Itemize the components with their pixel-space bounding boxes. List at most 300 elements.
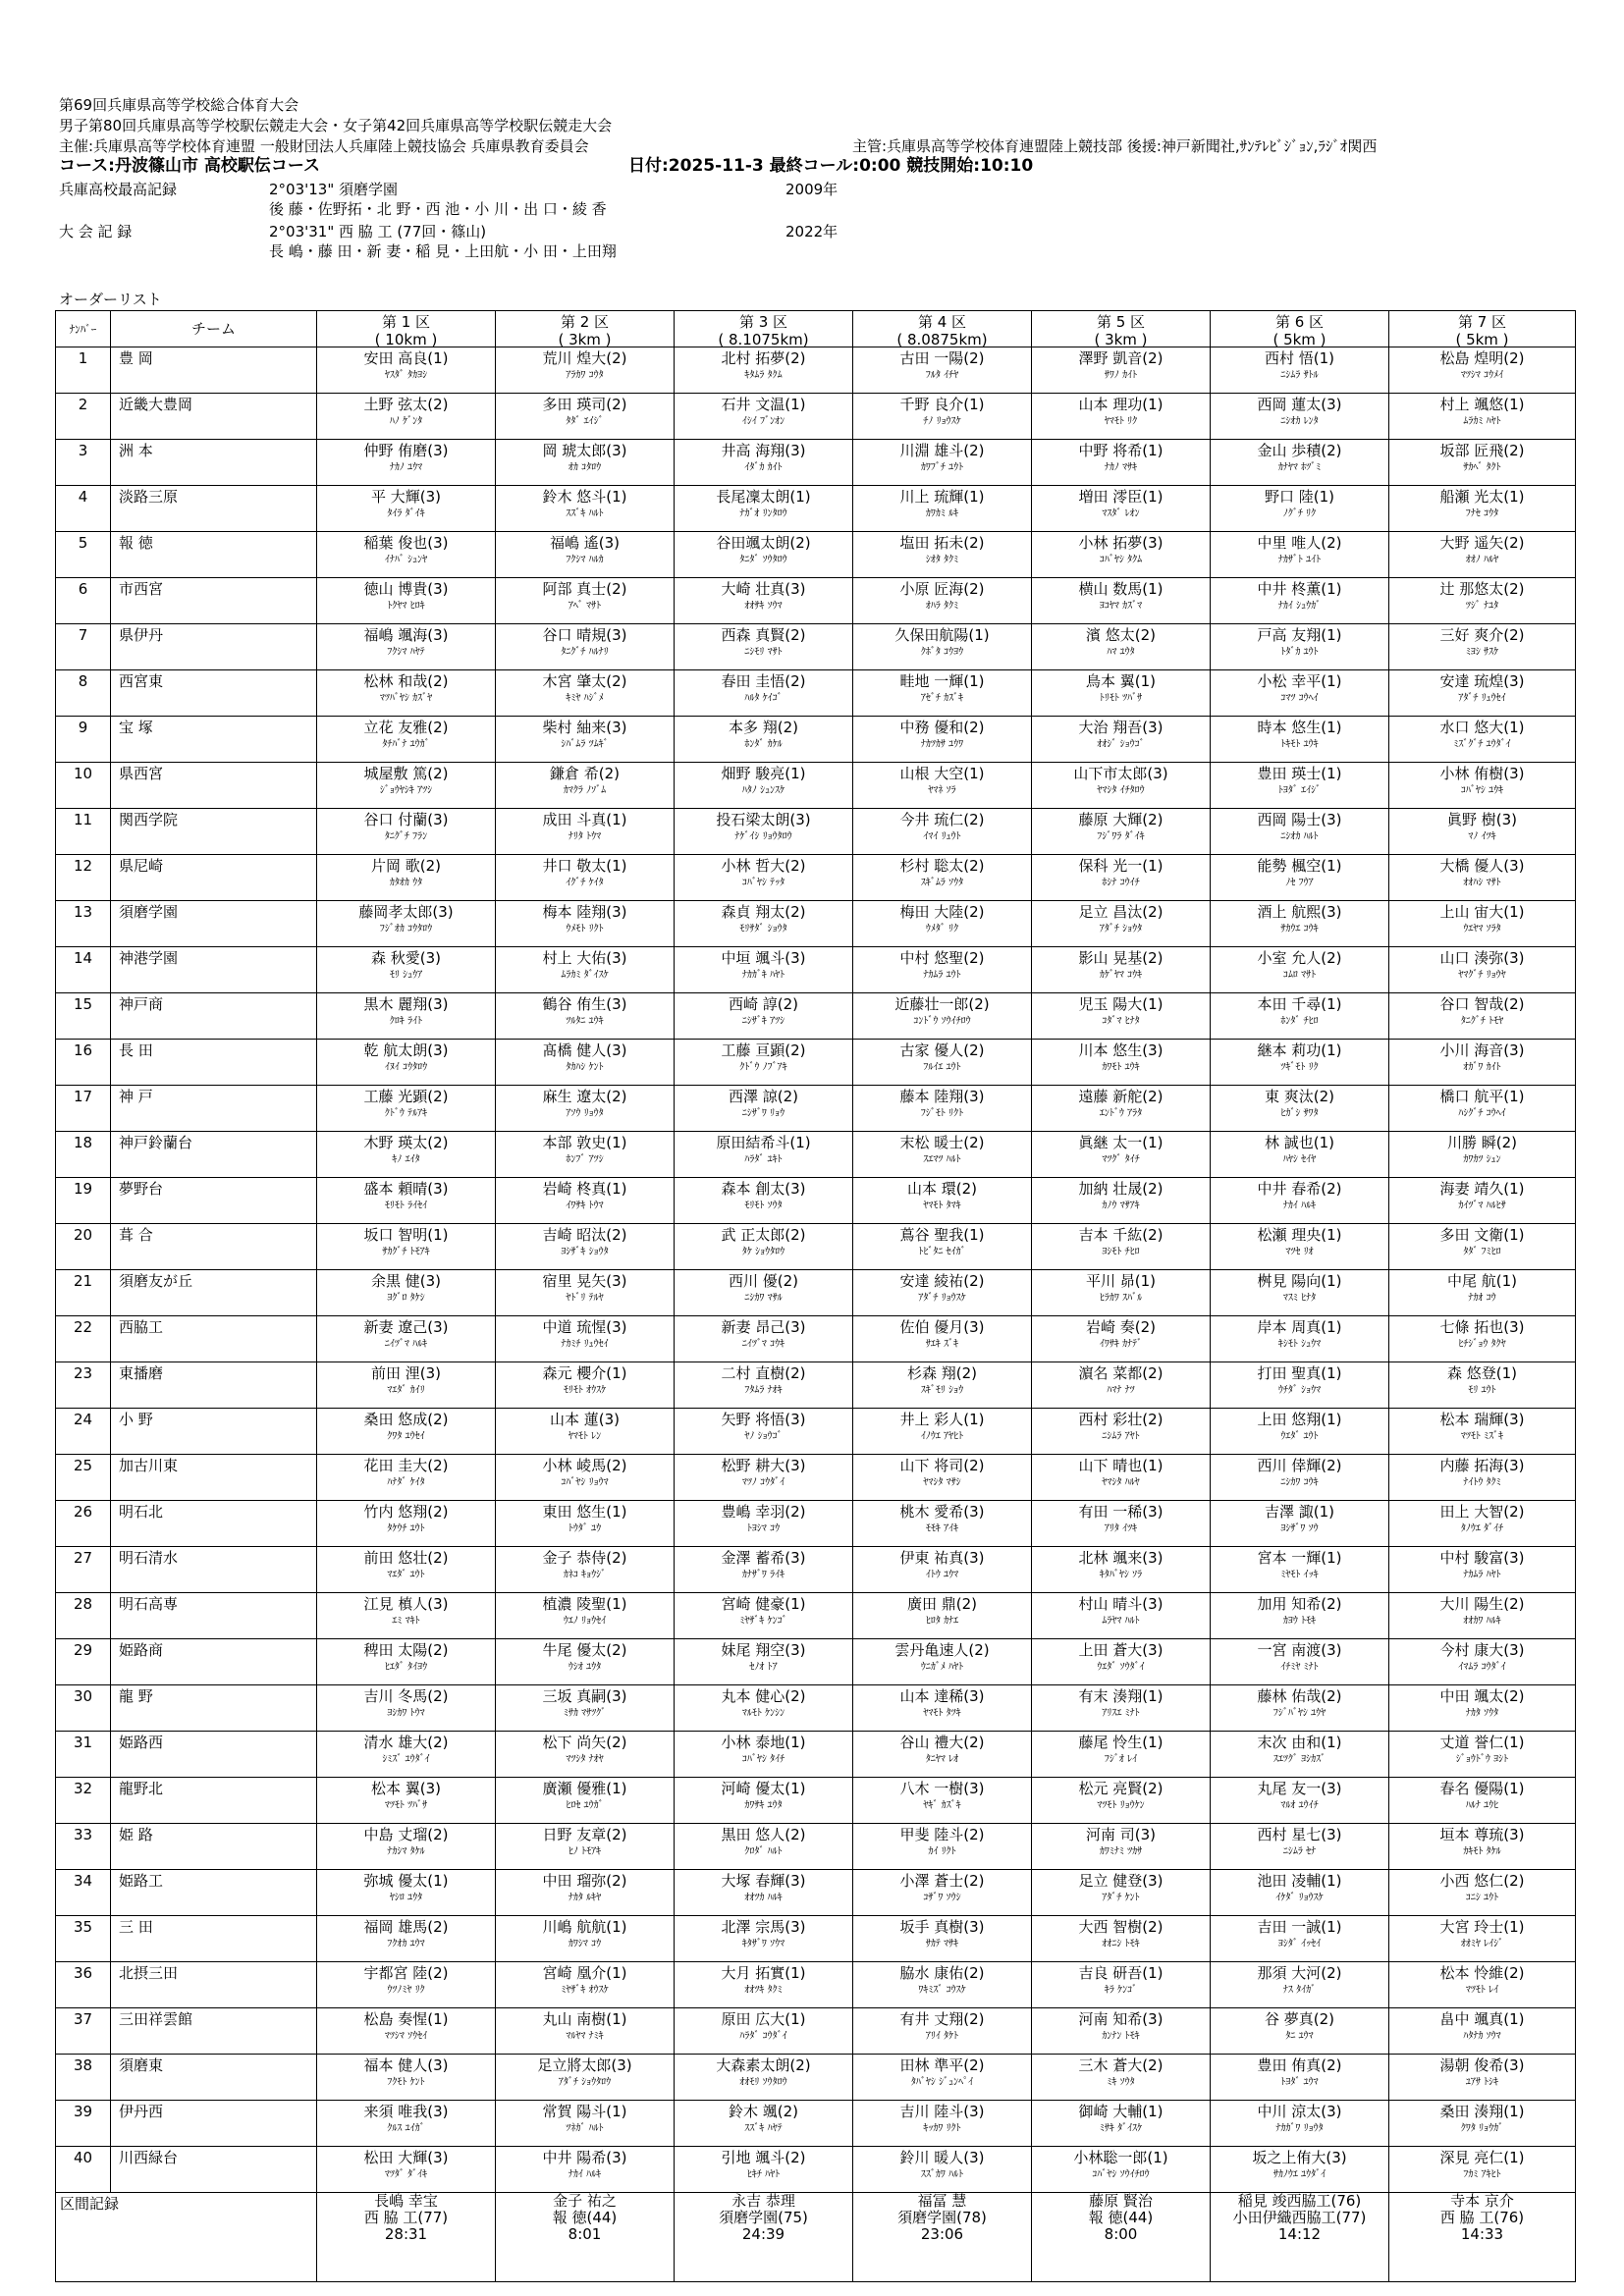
runner-kana: ﾀﾆﾀﾞ ｿｳﾀﾛｳ	[739, 555, 787, 565]
runner-kana: ﾅｶﾐﾁ ﾘｭｳｾｲ	[561, 1339, 609, 1350]
runner-name: 遠藤 新舵(2)	[1078, 1088, 1164, 1105]
runner-kana: ｵｵﾉ ﾊﾙﾔ	[1465, 555, 1499, 565]
runner-name: 山本 達稀(3)	[899, 1687, 985, 1705]
runner-name: 近藤壮一郎(2)	[894, 995, 990, 1013]
team-row	[56, 532, 1576, 578]
runner-cell-leg-2	[496, 1224, 675, 1270]
runner-cell-leg-3	[675, 901, 853, 947]
runner-name: 多田 瑛司(2)	[542, 396, 627, 413]
runner-cell-leg-5	[1032, 1732, 1211, 1778]
runner-kana: ｶﾜｶﾐ ﾙｷ	[925, 508, 959, 519]
team-number: 39	[56, 2101, 111, 2147]
runner-name: 雲丹亀速人(2)	[894, 1641, 990, 1659]
runner-kana: ｲﾄｳ ﾕｳﾏ	[925, 1570, 959, 1580]
runner-cell-leg-5	[1032, 624, 1211, 670]
runner-name: 桑田 湊翔(1)	[1439, 2103, 1525, 2120]
runner-cell-leg-6	[1211, 947, 1389, 993]
runner-cell-leg-4	[853, 1086, 1032, 1132]
runner-kana: ｸﾄﾞｳ ﾉﾌﾞｱｷ	[739, 1062, 787, 1073]
runner-cell-leg-3	[675, 1547, 853, 1593]
runner-kana: ｸﾛﾀﾞ ﾊﾙﾄ	[744, 1846, 783, 1857]
runner-kana: ｻｶﾉｳｴ ﾕｳﾀﾞｲ	[1272, 2169, 1326, 2180]
runner-cell-leg-1	[317, 1593, 496, 1639]
runner-cell-leg-1	[317, 2101, 496, 2147]
runner-kana: ﾌｼﾞﾊﾞﾔｼ ﾕｳﾔ	[1272, 1708, 1326, 1719]
runner-kana: ｳﾒﾓﾄ ﾘｸﾄ	[566, 924, 604, 934]
runner-cell-leg-2	[496, 532, 675, 578]
runner-name: 新妻 遼己(3)	[363, 1318, 449, 1336]
team-number: 22	[56, 1316, 111, 1362]
runner-name: 福嶋 遙(3)	[549, 534, 621, 552]
runner-name: 三木 蒼大(2)	[1078, 2056, 1164, 2074]
runner-kana: ｼﾞｮｳﾔｼｷ ｱﾂｼ	[379, 785, 433, 796]
runner-kana: ﾐｽﾞｸﾞﾁ ﾕｳﾀﾞｲ	[1453, 739, 1511, 750]
runner-name: 丸山 南樹(1)	[542, 2010, 627, 2028]
runner-cell-leg-7	[1389, 1409, 1576, 1455]
runner-kana: ｼﾊﾞﾑﾗ ﾂﾑｷﾞ	[561, 739, 609, 750]
runner-cell-leg-1	[317, 2147, 496, 2193]
runner-name: 八木 一樹(3)	[899, 1780, 985, 1797]
runner-cell-leg-2	[496, 1593, 675, 1639]
runner-cell-leg-1	[317, 578, 496, 624]
runner-cell-leg-2	[496, 624, 675, 670]
runner-name: 大西 智樹(2)	[1078, 1918, 1164, 1936]
runner-name: 松野 耕大(3)	[721, 1457, 806, 1474]
runner-kana: ﾏﾂｼﾏ ｺｳﾒｲ	[1460, 370, 1504, 381]
runner-cell-leg-2	[496, 1501, 675, 1547]
runner-name: 藤本 陸翔(3)	[899, 1088, 985, 1105]
runner-cell-leg-1	[317, 1732, 496, 1778]
runner-kana: ｵｵﾂｷ ﾀｸﾐ	[744, 1985, 783, 1996]
runner-kana: ﾀﾆ ﾕｳﾏ	[1285, 2031, 1314, 2042]
runner-kana: ｱｾﾞﾁ ｶｽﾞｷ	[920, 693, 964, 704]
runner-kana: ﾅｶﾀ ｿｳﾀ	[1465, 1708, 1499, 1719]
runner-name: 小室 允人(2)	[1257, 949, 1342, 967]
runner-name: 内藤 拓海(3)	[1439, 1457, 1525, 1474]
runner-name: 金澤 蓄希(3)	[721, 1549, 806, 1567]
team-row	[56, 1362, 1576, 1409]
runner-cell-leg-1	[317, 1870, 496, 1916]
team-name: 小 野	[111, 1409, 317, 1455]
runner-name: 森本 創太(3)	[721, 1180, 806, 1198]
runner-kana: ﾋｴﾀﾞ ﾀｲﾖｳ	[384, 1662, 428, 1673]
hs-record-year: 2009年	[785, 181, 839, 198]
team-number: 3	[56, 440, 111, 486]
runner-cell-leg-6	[1211, 993, 1389, 1040]
runner-name: 濵名 菜都(2)	[1078, 1364, 1164, 1382]
team-number: 10	[56, 763, 111, 809]
runner-cell-leg-5	[1032, 763, 1211, 809]
runner-cell-leg-7	[1389, 1178, 1576, 1224]
runner-cell-leg-4	[853, 993, 1032, 1040]
runner-cell-leg-2	[496, 1409, 675, 1455]
runner-kana: ﾆｲﾂﾞﾏ ﾊﾙｷ	[384, 1339, 428, 1350]
runner-name: 佐伯 優月(3)	[899, 1318, 985, 1336]
runner-kana: ﾀﾆｸﾞﾁ ﾄﾓﾔ	[1460, 1016, 1504, 1027]
runner-kana: ﾆｼｶﾜ ﾏｻﾙ	[744, 1293, 783, 1304]
runner-kana: ﾏﾂﾓﾄ ﾘｮｳｹﾝ	[1097, 1800, 1145, 1811]
runner-name: 水口 悠大(1)	[1439, 719, 1525, 736]
runner-cell-leg-5	[1032, 1409, 1211, 1455]
runner-cell-leg-7	[1389, 1455, 1576, 1501]
runner-kana: ｵｵﾂｶ ﾊﾙｷ	[744, 1893, 783, 1903]
runner-cell-leg-2	[496, 486, 675, 532]
team-name: 西脇工	[111, 1316, 317, 1362]
runner-name: 中垣 颯斗(3)	[721, 949, 806, 967]
runner-kana: ｱﾀﾞﾁ ﾘｭｳｾｲ	[1458, 693, 1506, 704]
runner-cell-leg-4	[853, 1916, 1032, 1962]
team-row	[56, 1593, 1576, 1639]
runner-cell-leg-5	[1032, 1547, 1211, 1593]
runner-name: 川勝 瞬(2)	[1446, 1134, 1518, 1151]
runner-name: 松本 翼(3)	[370, 1780, 442, 1797]
team-name: 県西宮	[111, 763, 317, 809]
runner-cell-leg-6	[1211, 717, 1389, 763]
runner-cell-leg-1	[317, 1916, 496, 1962]
header-line-2: 男子第80回兵庫県高等学校駅伝競走大会・女子第42回兵庫県高等学校駅伝競走大会	[59, 117, 613, 134]
runner-name: 丸尾 友一(3)	[1257, 1780, 1342, 1797]
runner-cell-leg-1	[317, 1270, 496, 1316]
runner-kana: ｼｵﾀ ﾀｸﾐ	[925, 555, 959, 565]
runner-cell-leg-4	[853, 809, 1032, 855]
runner-cell-leg-7	[1389, 1501, 1576, 1547]
runner-kana: ﾖｺﾔﾏ ｶｽﾞﾏ	[1099, 601, 1143, 612]
runner-kana: ﾕｱｻ ﾄｼｷ	[1465, 2077, 1499, 2088]
runner-cell-leg-6	[1211, 1132, 1389, 1178]
runner-cell-leg-6	[1211, 1916, 1389, 1962]
runner-kana: ﾋﾁｼﾞｮｳ ﾀｸﾔ	[1458, 1339, 1506, 1350]
team-row	[56, 1316, 1576, 1362]
runner-name: 松田 大輝(3)	[363, 2149, 449, 2166]
runner-name: 柴村 紬来(3)	[542, 719, 627, 736]
runner-cell-leg-6	[1211, 901, 1389, 947]
runner-name: 本田 千尋(1)	[1257, 995, 1342, 1013]
runner-cell-leg-1	[317, 1685, 496, 1732]
runner-name: 児玉 陽大(1)	[1078, 995, 1164, 1013]
runner-name: 脇水 康佑(2)	[899, 1964, 985, 1982]
runner-cell-leg-6	[1211, 855, 1389, 901]
runner-name: 豊田 侑真(2)	[1257, 2056, 1342, 2074]
runner-name: 荒川 煌大(2)	[542, 349, 627, 367]
runner-kana: ﾊﾏ ﾕｳﾀ	[1107, 647, 1135, 658]
runner-cell-leg-3	[675, 855, 853, 901]
runner-cell-leg-6	[1211, 1040, 1389, 1086]
runner-cell-leg-1	[317, 809, 496, 855]
runner-kana: ｲﾜｻｷ ﾄｳﾏ	[566, 1201, 604, 1211]
runner-kana: ﾊﾀﾉ ｼｭﾝｽｹ	[741, 785, 785, 796]
runner-name: 山本 環(2)	[906, 1180, 978, 1198]
runner-name: 小林 拓夢(3)	[1078, 534, 1164, 552]
runner-cell-leg-4	[853, 1501, 1032, 1547]
runner-name: 岩崎 奏(2)	[1085, 1318, 1157, 1336]
runner-kana: ﾅｶﾀ ﾙｷﾔ	[568, 1893, 602, 1903]
runner-kana: ｲﾏﾑﾗ ｺｳﾀﾞｲ	[1458, 1662, 1506, 1673]
runner-cell-leg-4	[853, 532, 1032, 578]
runner-cell-leg-6	[1211, 1870, 1389, 1916]
team-name: 夢野台	[111, 1178, 317, 1224]
runner-name: 安達 綾祐(2)	[899, 1272, 985, 1290]
runner-name: 松本 怜維(2)	[1439, 1964, 1525, 1982]
runner-kana: ﾎﾝﾌﾞ ｱﾂｼ	[566, 1154, 604, 1165]
runner-cell-leg-6	[1211, 486, 1389, 532]
runner-kana: ﾏﾂﾓﾄ ﾚｲ	[1465, 1985, 1499, 1996]
runner-kana: ﾔﾏｼﾀ ｲﾁﾀﾛｳ	[1097, 785, 1145, 796]
runner-name: 中野 将希(1)	[1078, 442, 1164, 459]
runner-name: 中井 陽希(3)	[542, 2149, 627, 2166]
runner-cell-leg-6	[1211, 1316, 1389, 1362]
runner-kana: ﾌｸｵｶ ﾕｳﾏ	[387, 1939, 425, 1949]
team-number: 31	[56, 1732, 111, 1778]
runner-kana: ｽｷﾞﾑﾗ ｿｳﾀ	[920, 878, 964, 888]
runner-cell-leg-2	[496, 1685, 675, 1732]
runner-cell-leg-2	[496, 2008, 675, 2055]
runner-kana: ﾀﾆｸﾞﾁ ﾌﾗﾝ	[384, 831, 428, 842]
runner-cell-leg-1	[317, 763, 496, 809]
runner-kana: ﾋｶﾞｼ ｻﾜﾀ	[1280, 1108, 1319, 1119]
runner-name: 藤林 佑哉(2)	[1257, 1687, 1342, 1705]
runner-cell-leg-4	[853, 1270, 1032, 1316]
runner-kana: ｺﾊﾞﾔｼ ｿｳｲﾁﾛｳ	[1092, 2169, 1150, 2180]
runner-name: 時本 悠生(1)	[1257, 719, 1342, 736]
runner-cell-leg-7	[1389, 2101, 1576, 2147]
runner-name: 大宮 玲士(1)	[1439, 1918, 1525, 1936]
runner-name: 上山 宙大(1)	[1439, 903, 1525, 921]
runner-name: 中道 琉惺(3)	[542, 1318, 627, 1336]
runner-name: 牛尾 優太(2)	[542, 1641, 627, 1659]
runner-kana: ﾅｶﾂｶｻ ﾕｳﾜ	[920, 739, 964, 750]
runner-name: 髙橋 健人(3)	[542, 1041, 627, 1059]
team-name: 県伊丹	[111, 624, 317, 670]
runner-kana: ﾌﾀﾑﾗ ﾅｵｷ	[744, 1385, 783, 1396]
runner-name: 北林 颯来(3)	[1078, 1549, 1164, 1567]
runner-cell-leg-2	[496, 1824, 675, 1870]
runner-cell-leg-5	[1032, 1316, 1211, 1362]
runner-cell-leg-4	[853, 670, 1032, 717]
runner-cell-leg-4	[853, 1316, 1032, 1362]
runner-name: 清水 雄大(2)	[363, 1734, 449, 1751]
team-number: 1	[56, 347, 111, 394]
runner-name: 田林 準平(2)	[899, 2056, 985, 2074]
runner-cell-leg-6	[1211, 1547, 1389, 1593]
runner-kana: ﾔﾉ ｼｮｳｺﾞ	[744, 1431, 783, 1442]
team-number: 38	[56, 2055, 111, 2101]
runner-cell-leg-2	[496, 809, 675, 855]
runner-kana: ﾁﾉ ﾘｮｳｽｹ	[923, 416, 961, 427]
col-leg-6: 第 6 区 ( 5km )	[1211, 311, 1389, 347]
team-name: 神戸鈴蘭台	[111, 1132, 317, 1178]
header-organizers: 主催:兵庫県高等学校体育連盟 一般財団法人兵庫陸上競技協会 兵庫県教育委員会	[59, 137, 589, 155]
runner-cell-leg-4	[853, 1732, 1032, 1778]
runner-cell-leg-6	[1211, 394, 1389, 440]
runner-cell-leg-3	[675, 1962, 853, 2008]
team-number: 9	[56, 717, 111, 763]
runner-name: 桝見 陽向(1)	[1257, 1272, 1342, 1290]
runner-name: 矢野 将悟(3)	[721, 1411, 806, 1428]
runner-cell-leg-1	[317, 624, 496, 670]
team-number: 33	[56, 1824, 111, 1870]
runner-kana: ﾑﾗｶﾐ ﾀﾞｲｽｹ	[561, 970, 609, 981]
runner-cell-leg-6	[1211, 624, 1389, 670]
runner-cell-leg-1	[317, 670, 496, 717]
runner-name: 乾 航太朗(3)	[363, 1041, 449, 1059]
runner-name: 吉川 冬馬(2)	[363, 1687, 449, 1705]
runner-cell-leg-3	[675, 532, 853, 578]
runner-cell-leg-1	[317, 2008, 496, 2055]
section-record-leg-7: 寺本 京介 西 脇 工(76) 14:33	[1389, 2193, 1576, 2282]
runner-name: 能勢 楓空(1)	[1257, 857, 1342, 875]
team-name: 近畿大豊岡	[111, 394, 317, 440]
runner-name: 木宮 肇太(2)	[542, 672, 627, 690]
runner-kana: ｷﾐﾔ ﾊｼﾞﾒ	[566, 693, 604, 704]
runner-kana: ﾊｼｸﾞﾁ ｺｳﾍｲ	[1458, 1108, 1506, 1119]
runner-kana: ｵｵﾓﾘ ｿｳﾀﾛｳ	[739, 2077, 787, 2088]
runner-kana: ﾎﾝﾀﾞ ｶｹﾙ	[744, 739, 783, 750]
runner-cell-leg-1	[317, 901, 496, 947]
runner-cell-leg-5	[1032, 1455, 1211, 1501]
runner-kana: ｶﾉｳ ﾏｻｱｷ	[1102, 1201, 1140, 1211]
runner-kana: ﾀﾊﾞﾔｼ ｼﾞｭﾝﾍﾟｲ	[910, 2077, 974, 2088]
runner-cell-leg-1	[317, 1040, 496, 1086]
runner-kana: ﾏﾂﾀﾞ ﾀﾞｲｷ	[384, 2169, 428, 2180]
runner-cell-leg-5	[1032, 394, 1211, 440]
runner-kana: ﾄｷﾓﾄ ﾕｳｷ	[1280, 739, 1319, 750]
runner-name: 長尾凜太朗(1)	[716, 488, 811, 506]
team-number: 4	[56, 486, 111, 532]
team-row	[56, 2147, 1576, 2193]
runner-name: 山本 蓮(3)	[549, 1411, 621, 1428]
runner-cell-leg-6	[1211, 763, 1389, 809]
team-name: 西宮東	[111, 670, 317, 717]
col-leg-7: 第 7 区 ( 5km )	[1389, 311, 1576, 347]
runner-name: 坂部 匠飛(2)	[1439, 442, 1525, 459]
runner-cell-leg-1	[317, 532, 496, 578]
runner-kana: ｵｵｶﾜ ﾊﾙｷ	[1463, 1616, 1501, 1627]
runner-kana: ｲｹﾀﾞ ﾘｮｳｽｹ	[1275, 1893, 1324, 1903]
runner-cell-leg-7	[1389, 394, 1576, 440]
team-row	[56, 1270, 1576, 1316]
runner-kana: ﾔﾄﾞﾘ ﾃﾙﾔ	[566, 1293, 604, 1304]
runner-cell-leg-1	[317, 1132, 496, 1178]
runner-name: 森 秋愛(3)	[370, 949, 442, 967]
runner-cell-leg-5	[1032, 1086, 1211, 1132]
section-record-row	[56, 2193, 1576, 2282]
runner-kana: ﾌｸｼﾏ ﾊﾔﾃ	[387, 647, 425, 658]
runner-name: 藤岡孝太郎(3)	[358, 903, 454, 921]
runner-kana: ﾆｼﾓﾘ ﾏｻﾄ	[744, 647, 783, 658]
runner-name: 稲葉 俊也(3)	[363, 534, 449, 552]
runner-cell-leg-3	[675, 809, 853, 855]
team-name: 須磨学園	[111, 901, 317, 947]
runner-cell-leg-1	[317, 1316, 496, 1362]
team-row	[56, 1501, 1576, 1547]
runner-name: 春田 圭悟(2)	[721, 672, 806, 690]
runner-kana: ﾊﾉ ｹﾞﾝﾀ	[389, 416, 423, 427]
meet-record-label: 大 会 記 録	[59, 223, 133, 240]
runner-kana: ﾆｼﾑﾗ ｻﾄﾙ	[1280, 370, 1319, 381]
runner-kana: ｸﾄﾞｳ ﾃﾙｱｷ	[384, 1108, 428, 1119]
runner-kana: ｷｼﾓﾄ ｼｭｳﾏ	[1277, 1339, 1322, 1350]
runner-kana: ｻｴｷ ｽﾞｷ	[925, 1339, 959, 1350]
runner-kana: ﾂﾙﾀﾆ ﾕｳｷ	[566, 1016, 604, 1027]
runner-kana: ﾋｷﾁ ﾊﾔﾄ	[746, 2169, 781, 2180]
runner-cell-leg-5	[1032, 1962, 1211, 2008]
runner-name: 松下 尚矢(2)	[542, 1734, 627, 1751]
runner-kana: ｻｶｳｴ ｺｳｷ	[1280, 924, 1319, 934]
runner-kana: ｽｽﾞｶﾜ ﾊﾙﾄ	[920, 2169, 964, 2180]
runner-cell-leg-5	[1032, 2101, 1211, 2147]
runner-name: 酒上 航熙(3)	[1257, 903, 1342, 921]
team-row	[56, 486, 1576, 532]
runner-name: 足立 健登(3)	[1078, 1872, 1164, 1890]
runner-cell-leg-2	[496, 1362, 675, 1409]
runner-cell-leg-2	[496, 855, 675, 901]
runner-name: 土野 弦太(2)	[363, 396, 449, 413]
team-name: 関西学院	[111, 809, 317, 855]
runner-name: 加納 壮晟(2)	[1078, 1180, 1164, 1198]
runner-name: 伊東 祐真(3)	[899, 1549, 985, 1567]
runner-kana: ｻｶｸﾞﾁ ﾄﾓｱｷ	[382, 1247, 430, 1257]
runner-cell-leg-2	[496, 440, 675, 486]
runner-name: 小松 幸平(1)	[1257, 672, 1342, 690]
team-row	[56, 993, 1576, 1040]
runner-kana: ｼﾐｽﾞ ﾕｳﾀﾞｲ	[382, 1754, 430, 1765]
runner-name: 村上 大佑(3)	[542, 949, 627, 967]
runner-cell-leg-7	[1389, 993, 1576, 1040]
runner-kana: ﾂｼﾞ ﾅﾕﾀ	[1465, 601, 1499, 612]
runner-name: 藤尾 怜生(1)	[1078, 1734, 1164, 1751]
runner-kana: ﾐｻｶ ﾏｻﾂｸﾞ	[563, 1708, 607, 1719]
runner-kana: ｳﾒﾀﾞ ﾘｸ	[925, 924, 959, 934]
runner-kana: ｶｲﾂﾞﾏ ﾊﾙﾋｻ	[1458, 1201, 1506, 1211]
runner-cell-leg-7	[1389, 1824, 1576, 1870]
runner-name: 山本 理功(1)	[1078, 396, 1164, 413]
header-sponsors: 主管:兵庫県高等学校体育連盟陸上競技部 後援:神戸新聞社,ｻﾝﾃﾚﾋﾞｼﾞｮﾝ,ﾗｼﾞｵ関西	[852, 137, 1378, 155]
runner-name: 西岡 蓮太(3)	[1257, 396, 1342, 413]
team-name: 龍野北	[111, 1778, 317, 1824]
runner-name: 中務 優和(2)	[899, 719, 985, 736]
runner-kana: ｶﾜﾓﾄ ﾕｳｷ	[1102, 1062, 1140, 1073]
runner-kana: ﾀｲﾗ ﾀﾞｲｷ	[387, 508, 425, 519]
runner-kana: ﾋﾛﾀ ｶﾅｴ	[925, 1616, 959, 1627]
runner-name: 村上 颯悠(1)	[1439, 396, 1525, 413]
runner-name: 濱 悠太(2)	[1085, 626, 1157, 644]
runner-name: 安田 高良(1)	[363, 349, 449, 367]
runner-kana: ﾅｶﾑﾗ ﾕｳﾄ	[923, 970, 961, 981]
runner-cell-leg-2	[496, 1040, 675, 1086]
runner-cell-leg-1	[317, 1778, 496, 1824]
runner-cell-leg-3	[675, 1639, 853, 1685]
runner-kana: ｵｶ ｺﾀﾛｳ	[568, 462, 602, 473]
team-number: 12	[56, 855, 111, 901]
runner-cell-leg-1	[317, 947, 496, 993]
runner-name: 小林 崚馬(2)	[542, 1457, 627, 1474]
runner-name: 平川 昴(1)	[1085, 1272, 1157, 1290]
runner-kana: ﾌﾙｲｴ ﾕｳﾄ	[923, 1062, 961, 1073]
runner-name: 吉崎 昭汰(2)	[542, 1226, 627, 1244]
runner-name: 片岡 歌(2)	[370, 857, 442, 875]
runner-cell-leg-7	[1389, 1086, 1576, 1132]
runner-name: 今井 琉仁(2)	[899, 811, 985, 828]
runner-name: 福嶋 颯海(3)	[363, 626, 449, 644]
runner-name: 鎌倉 希(2)	[549, 765, 621, 782]
team-number: 18	[56, 1132, 111, 1178]
runner-name: 御崎 大輔(1)	[1078, 2103, 1164, 2120]
runner-name: 山根 大空(1)	[899, 765, 985, 782]
team-number: 15	[56, 993, 111, 1040]
runner-kana: ﾅﾘﾀ ﾄｳﾏ	[568, 831, 602, 842]
team-number: 35	[56, 1916, 111, 1962]
runner-name: 継本 莉功(1)	[1257, 1041, 1342, 1059]
